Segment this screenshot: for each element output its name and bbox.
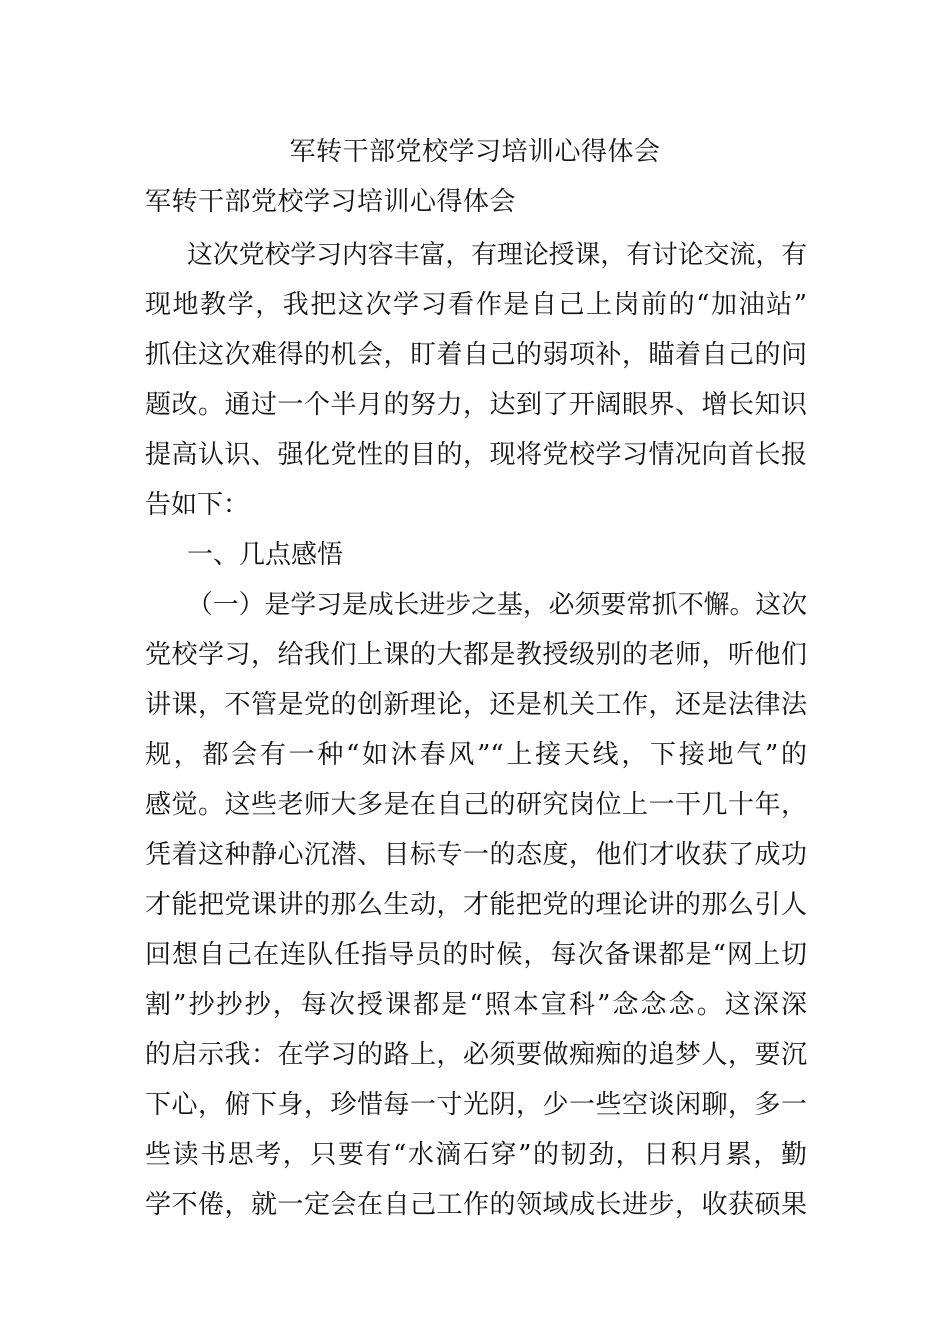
paragraph-line: 讲课，不管是党的创新理论，还是机关工作，还是法律法 [145,690,807,720]
paragraph-line: 才能把党课讲的那么生动，才能把党的理论讲的那么引人 [145,890,807,920]
paragraph-line: 下心，俯下身，珍惜每一寸光阴，少一些空谈闲聊，多一 [145,1090,807,1120]
paragraph-line: 规，都会有一种“如沐春风”“上接天线，下接地气”的 [145,740,807,770]
paragraph-line: 些读书思考，只要有“水滴石穿”的韧劲，日积月累，勤 [145,1140,807,1170]
document-subtitle: 军转干部党校学习培训心得体会 [145,187,517,217]
paragraph-line: 割”抄抄抄，每次授课都是“照本宣科”念念念。这深深 [145,990,807,1020]
paragraph-line: 学不倦，就一定会在自己工作的领域成长进步，收获硕果 [145,1190,807,1220]
paragraph-line: 题改。通过一个半月的努力，达到了开阔眼界、增长知识 [145,390,807,420]
paragraph-line: 感觉。这些老师大多是在自己的研究岗位上一干几十年， [145,790,807,820]
paragraph-line: 回想自己在连队任指导员的时候，每次备课都是“网上切 [145,940,807,970]
document-title: 军转干部党校学习培训心得体会 [289,137,661,167]
paragraph-line: 的启示我：在学习的路上，必须要做痴痴的追梦人，要沉 [145,1040,807,1070]
paragraph-line: 告如下： [145,490,250,520]
paragraph-line: （一）是学习是成长进步之基，必须要常抓不懈。这次 [187,590,807,620]
paragraph-line: 一、几点感悟 [187,540,344,570]
paragraph-line: 现地教学，我把这次学习看作是自己上岗前的“加油站” [145,290,807,320]
paragraph-line: 凭着这种静心沉潜、目标专一的态度，他们才收获了成功 [145,840,807,870]
paragraph-line: 这次党校学习内容丰富，有理论授课，有讨论交流，有 [187,240,807,270]
paragraph-line: 提高认识、强化党性的目的，现将党校学习情况向首长报 [145,440,807,470]
paragraph-line: 党校学习，给我们上课的大都是教授级别的老师，听他们 [145,640,807,670]
document-body [145,230,807,1230]
paragraph-line: 抓住这次难得的机会，盯着自己的弱项补，瞄着自己的问 [145,340,807,370]
